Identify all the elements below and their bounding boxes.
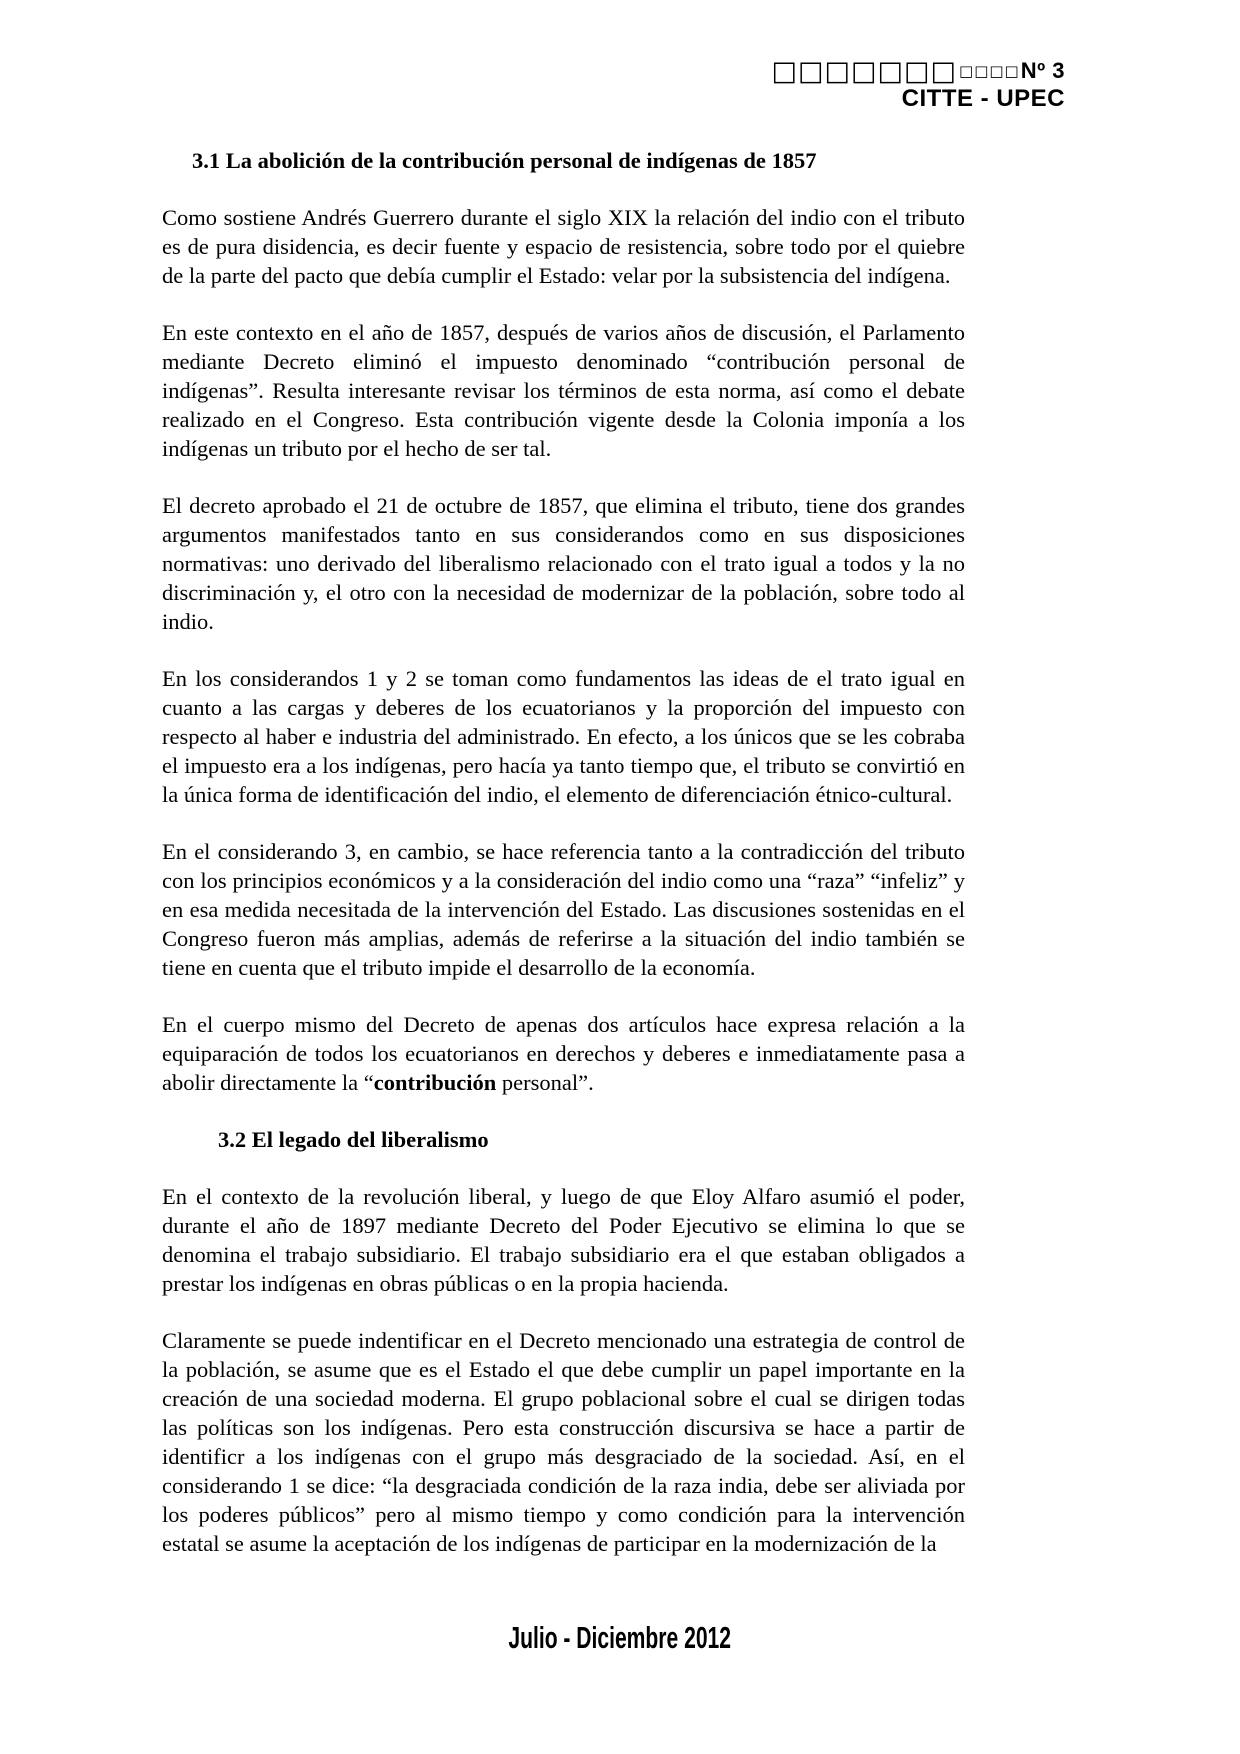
- page-footer: [0, 1622, 1240, 1653]
- body-paragraph: En el considerando 3, en cambio, se hace referencia tanto a la contradicción del tributo con los principios económicos y a la consideración del indio como una “raza” “infeliz” y en esa medida necesitada de la intervención del Estado. Las discusiones sostenidas en el Congreso fueron más amplias, además de referirse a la situación del indio también se tiene en cuenta que el tributo impide el desarrollo de la economía.: [162, 839, 965, 980]
- missing-glyph-boxes-small: □□□□: [959, 62, 1020, 80]
- footer-date: Julio - Diciembre 2012: [508, 1620, 732, 1655]
- page-header: [771, 58, 1065, 112]
- body-paragraph: Claramente se puede indentificar en el Decreto mencionado una estrategia de control de la población, se asume que es el Estado el que debe cumplir un papel importante en la creación de una sociedad moderna. El grupo poblacional sobre el cual se dirigen todas las políticas son los indígenas. Pero esta construcción discursiva se hace a partir de identificr a los indígenas con el grupo más desgraciado de la sociedad. Así, en el considerando 1 se dice: “la desgraciada condición de la raza india, debe ser aliviada por los poderes públicos” pero al mismo tiempo y como condición para la intervención estatal se asume la aceptación de los indígenas de participar en la modernización de la: [162, 1328, 965, 1556]
- section-heading-3-2: 3.2 El legado del liberalismo: [218, 1127, 489, 1152]
- missing-glyph-boxes-large: □□□□□□□: [771, 56, 958, 87]
- journal-issue-line: [771, 58, 1065, 85]
- body-paragraph-with-bold: [162, 1010, 965, 1097]
- section-heading-3-1: 3.1 La abolición de la contribución personal de indígenas de 1857: [192, 148, 817, 173]
- paragraph-text: personal”.: [496, 1070, 594, 1095]
- organization-label: CITTE - UPEC: [901, 85, 1065, 112]
- body-paragraph: Como sostiene Andrés Guerrero durante el siglo XIX la relación del indio con el tributo es de pura disidencia, es decir fuente y espacio de resistencia, sobre todo por el quiebre de la parte del pacto que debía cumplir el Estado: velar por la subsistencia del indígena.: [162, 205, 965, 288]
- issue-number: Nº 3: [1020, 58, 1065, 84]
- paragraph-text: En el cuerpo mismo del Decreto de apenas dos artículos hace expresa relación a la equiparación de todos los ecuatorianos en derechos y deberes e inmediatamente pasa a abolir directamente la “: [162, 1012, 965, 1095]
- body-paragraph: En el contexto de la revolución liberal, y luego de que Eloy Alfaro asumió el poder, durante el año de 1897 mediante Decreto del Poder Ejecutivo se elimina lo que se denomina el trabajo subsidiario. El trabajo subsidiario era el que estaban obligados a prestar los indígenas en obras públicas o en la propia hacienda.: [162, 1184, 965, 1296]
- body-paragraph: En este contexto en el año de 1857, después de varios años de discusión, el Parlamento mediante Decreto eliminó el impuesto denominado “contribución personal de indígenas”. Resulta interesante revisar los términos de esta norma, así como el debate realizado en el Congreso. Esta contribución vigente desde la Colonia imponía a los indígenas un tributo por el hecho de ser tal.: [162, 320, 965, 461]
- body-paragraph: En los considerandos 1 y 2 se toman como fundamentos las ideas de el trato igual en cuanto a las cargas y deberes de los ecuatorianos y la proporción del impuesto con respecto al haber e industria del administrado. En efecto, a los únicos que se les cobraba el impuesto era a los indígenas, pero hacía ya tanto tiempo que, el tributo se convirtió en la única forma de identificación del indio, el elemento de diferenciación étnico-cultural.: [162, 666, 965, 807]
- body-paragraph: El decreto aprobado el 21 de octubre de 1857, que elimina el tributo, tiene dos grandes argumentos manifestados tanto en sus considerandos como en sus disposiciones normativas: uno derivado del liberalismo relacionado con el trato igual a todos y la no discriminación y, el otro con la necesidad de modernizar de la población, sobre todo al indio.: [162, 493, 965, 634]
- bold-term: contribución: [373, 1070, 497, 1095]
- document-body: [162, 146, 965, 1558]
